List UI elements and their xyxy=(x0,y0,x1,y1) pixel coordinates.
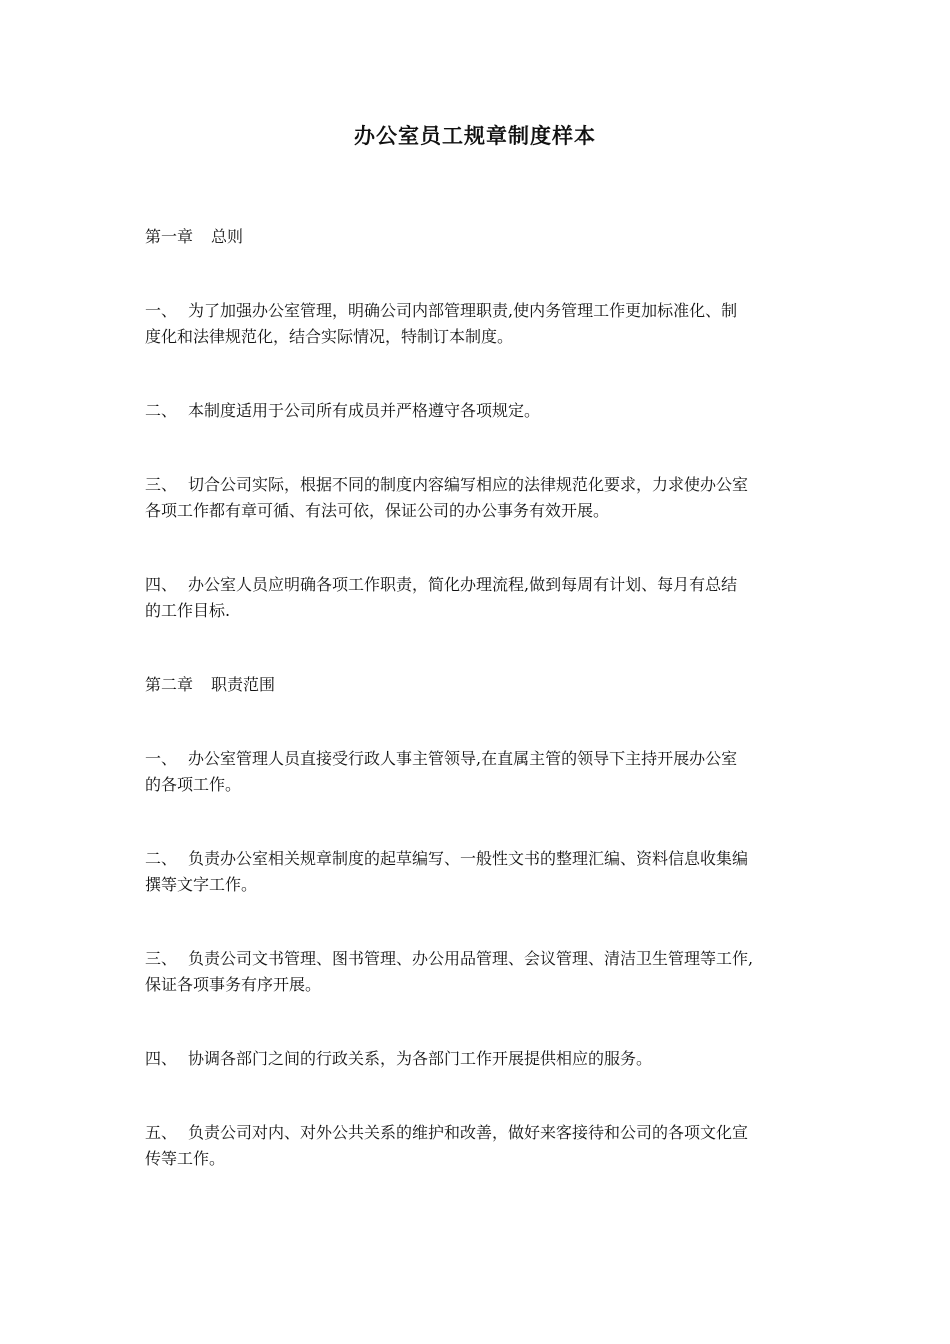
chapter-heading-1 xyxy=(145,224,810,250)
article-item xyxy=(145,298,810,350)
article-number: 二、 xyxy=(145,849,178,868)
article-item xyxy=(145,746,810,798)
article-text-line: 为了加强办公室管理，明确公司内部管理职责,使内务管理工作更加标准化、制 xyxy=(188,301,738,320)
chapter-name: 职责范围 xyxy=(211,675,276,694)
article-item xyxy=(145,398,810,424)
article-number: 二、 xyxy=(145,401,178,420)
article-text-line: 度化和法律规范化，结合实际情况，特制订本制度。 xyxy=(145,327,514,346)
article-number: 五、 xyxy=(145,1123,178,1142)
article-text-line: 切合公司实际，根据不同的制度内容编写相应的法律规范化要求，力求使办公室 xyxy=(188,475,749,494)
article-item xyxy=(145,1120,810,1172)
chapter-label: 第一章 xyxy=(145,227,194,246)
article-text-line: 撰等文字工作。 xyxy=(145,875,258,894)
article-text-line: 负责办公室相关规章制度的起草编写、一般性文书的整理汇编、资料信息收集编 xyxy=(188,849,749,868)
article-text-line: 负责公司文书管理、图书管理、办公用品管理、会议管理、清洁卫生管理等工作, xyxy=(188,949,754,968)
article-text-line: 负责公司对内、对外公共关系的维护和改善，做好来客接待和公司的各项文化宣 xyxy=(188,1123,749,1142)
article-item xyxy=(145,472,810,524)
article-number: 三、 xyxy=(145,475,178,494)
article-text-line: 办公室管理人员直接受行政人事主管领导,在直属主管的领导下主持开展办公室 xyxy=(188,749,738,768)
article-text-line: 的各项工作。 xyxy=(145,775,242,794)
article-text-line: 办公室人员应明确各项工作职责，简化办理流程,做到每周有计划、每月有总结 xyxy=(188,575,738,594)
article-number: 四、 xyxy=(145,1049,178,1068)
chapter-heading-2 xyxy=(145,672,810,698)
article-item xyxy=(145,572,810,624)
article-number: 一、 xyxy=(145,301,178,320)
article-text-line: 本制度适用于公司所有成员并严格遵守各项规定。 xyxy=(188,401,541,420)
article-text-line: 协调各部门之间的行政关系，为各部门工作开展提供相应的服务。 xyxy=(188,1049,653,1068)
article-text-line: 保证各项事务有序开展。 xyxy=(145,975,322,994)
article-item xyxy=(145,946,810,998)
article-text-line: 各项工作都有章可循、有法可依，保证公司的办公事务有效开展。 xyxy=(145,501,610,520)
article-item xyxy=(145,1046,810,1072)
article-item xyxy=(145,846,810,898)
chapter-label: 第二章 xyxy=(145,675,194,694)
article-text-line: 的工作目标. xyxy=(145,601,231,620)
article-number: 四、 xyxy=(145,575,178,594)
chapter-name: 总则 xyxy=(211,227,244,246)
article-number: 三、 xyxy=(145,949,178,968)
document-title: 办公室员工规章制度样本 xyxy=(354,123,596,148)
article-number: 一、 xyxy=(145,749,178,768)
article-text-line: 传等工作。 xyxy=(145,1149,226,1168)
